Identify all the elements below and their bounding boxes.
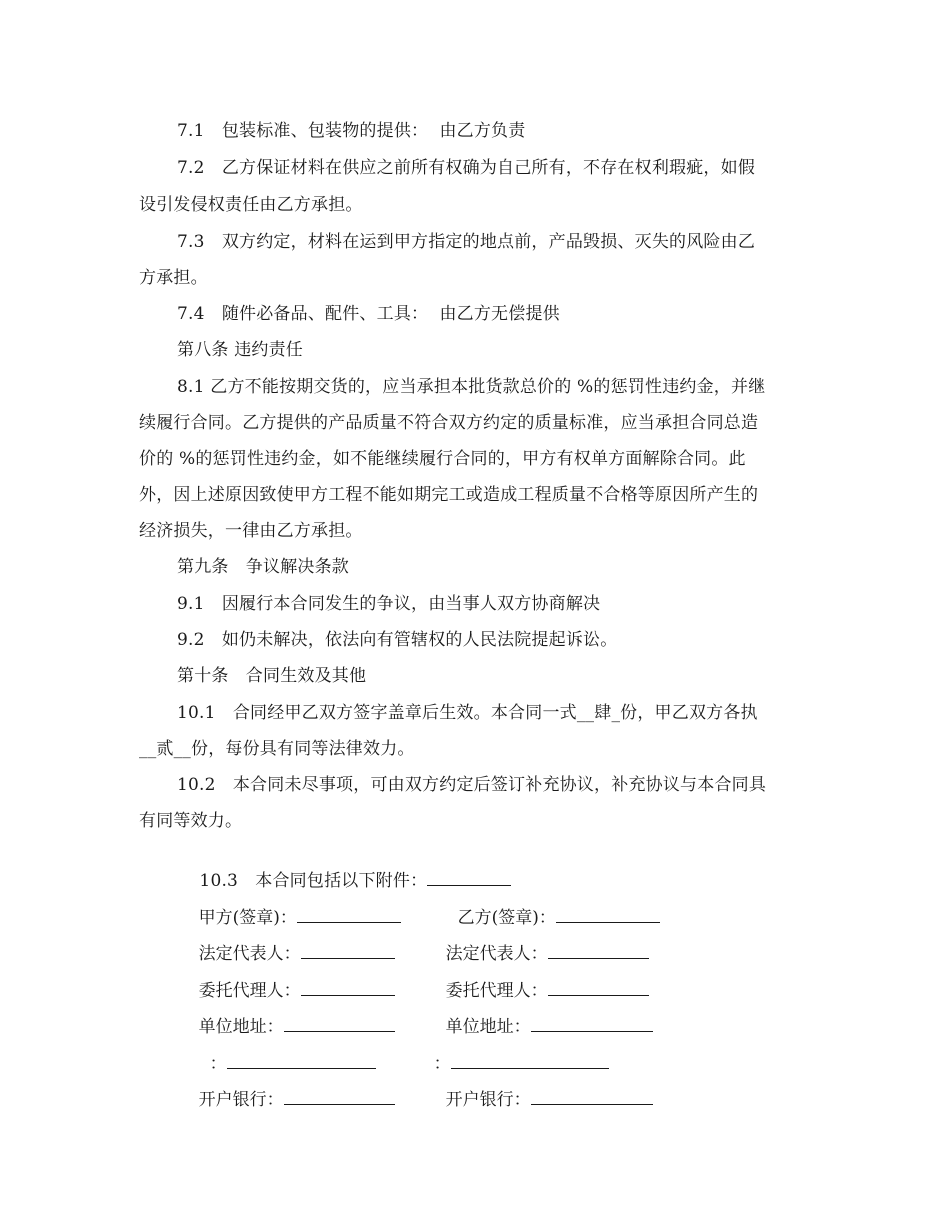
address-b-label: 单位地址： xyxy=(445,1017,531,1037)
bank-a-field xyxy=(177,1066,395,1133)
clause-10-1-line2: __贰__份，每份具有同等法律效力。 xyxy=(139,739,415,759)
bank-b-blank xyxy=(531,1088,653,1105)
clause-9-1: 9.1 因履行本合同发生的争议，由当事人双方协商解决 xyxy=(177,594,601,614)
clause-10-2-line1: 10.2 本合同未尽事项，可由双方约定后签订补充协议，补充协议与本合同具 xyxy=(177,775,767,795)
clause-7-4: 7.4 随件必备品、配件、工具： 由乙方无偿提供 xyxy=(177,304,560,324)
address-a-label: 单位地址： xyxy=(198,1017,284,1037)
clause-7-2-line2: 设引发侵权责任由乙方承担。 xyxy=(139,195,363,215)
bank-a-label: 开户银行： xyxy=(198,1090,284,1110)
clause-10-3-text: 10.3 本合同包括以下附件： xyxy=(199,871,428,891)
bank-b-field xyxy=(424,1066,653,1133)
clause-7-2-line1: 7.2 乙方保证材料在供应之前所有权确为自己所有，不存在权利瑕疵，如假 xyxy=(177,158,756,178)
article-8-heading: 第八条 违约责任 xyxy=(177,340,304,360)
clause-9-2: 9.2 如仍未解决，依法向有管辖权的人民法院提起诉讼。 xyxy=(177,630,618,650)
legal-rep-a-label: 法定代表人： xyxy=(198,944,301,964)
clause-7-1: 7.1 包装标准、包装物的提供： 由乙方负责 xyxy=(177,121,526,141)
party-a-seal-label: 甲方(签章)： xyxy=(198,908,297,928)
agent-a-label: 委托代理人： xyxy=(198,981,301,1001)
bank-b-label: 开户银行： xyxy=(445,1090,531,1110)
bank-a-blank xyxy=(284,1088,395,1105)
clause-7-3-line1: 7.3 双方约定，材料在运到甲方指定的地点前，产品毁损、灭失的风险由乙 xyxy=(177,232,756,252)
clause-7-3-line2: 方承担。 xyxy=(139,268,208,288)
clause-8-1-line4: 外，因上述原因致使甲方工程不能如期完工或造成工程质量不合格等原因所产生的 xyxy=(139,485,759,505)
clause-10-1-line1: 10.1 合同经甲乙双方签字盖章后生效。本合同一式__肆_份，甲乙双方各执 xyxy=(177,703,758,723)
clause-8-1-line2: 续履行合同。乙方提供的产品质量不符合双方约定的质量标准，应当承担合同总造 xyxy=(139,413,759,433)
clause-8-1-line3: 价的 %的惩罚性违约金，如不能继续履行合同的，甲方有权单方面解除合同。此 xyxy=(139,449,746,469)
party-b-seal-label: 乙方(签章)： xyxy=(457,908,556,928)
clause-8-1-line1: 8.1 乙方不能按期交货的，应当承担本批货款总价的 %的惩罚性违约金，并继 xyxy=(177,377,766,397)
legal-rep-b-label: 法定代表人： xyxy=(445,944,548,964)
blank-a-label: ： xyxy=(209,1054,227,1074)
article-10-heading: 第十条 合同生效及其他 xyxy=(177,666,367,686)
agent-b-label: 委托代理人： xyxy=(445,981,548,1001)
clause-10-2-line2: 有同等效力。 xyxy=(139,811,243,831)
clause-8-1-line5: 经济损失，一律由乙方承担。 xyxy=(139,521,363,541)
article-9-heading: 第九条 争议解决条款 xyxy=(177,557,349,577)
blank-b-label: ： xyxy=(433,1054,451,1074)
